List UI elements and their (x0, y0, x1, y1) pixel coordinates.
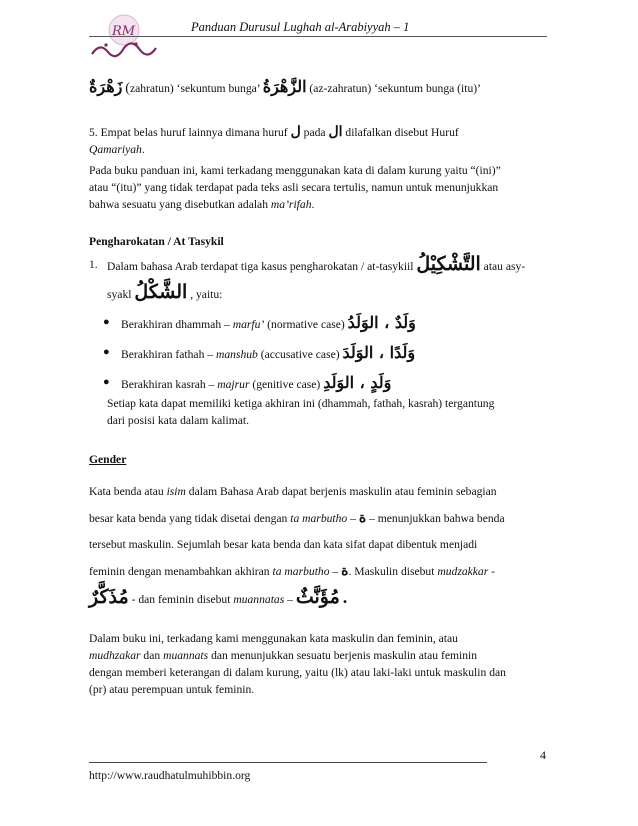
arabic-asy-syakl: الشَّكْلُ (134, 281, 188, 303)
header-divider (89, 36, 547, 37)
zahratun-line: زَهْرَةٌ (zahratun) ‘sekuntum bunga’ الزَّهْرَةُ (az-zahratun) ‘sekuntum bunga (itu)’ (89, 77, 482, 96)
bullet-icon: ● (103, 346, 110, 358)
arabic-az-zahratu: الزَّهْرَةُ (262, 77, 307, 96)
arabic-at-tasykiil: التَّشْكِيْلُ (416, 253, 481, 275)
arabic-mudzakkar: مُذَكَّرٌ (89, 586, 129, 608)
bullet-fathah: Berakhiran fathah – manshub (accusative case) وَلَدًا ، الوَلَدَ (121, 343, 416, 362)
bullet-dhammah: Berakhiran dhammah – marfu’ (normative case) وَلَدٌ ، الوَلَدُ (121, 313, 416, 332)
list-number-1: 1. (89, 258, 98, 271)
bullet-icon: ● (103, 376, 110, 388)
svg-text:RM: RM (112, 24, 136, 39)
arabic-muannats: مُؤَنَّثٌ (295, 586, 340, 608)
item-1-line-2: syakl الشَّكْلُ , yaitu: (107, 281, 223, 303)
arabic-zahratun: زَهْرَةٌ (89, 77, 123, 96)
gender-paragraph: Kata benda atau isim dalam Bahasa Arab dapat berjenis maskulin atau feminin sebagian besar kata benda yang tidak disetai dengan ta marbutho – ة – menunjukkan bahwa benda tersebut maskulin. Sejumlah besar kata benda dan kata sifat dapat dibentuk menjadi feminin dengan menambahkan akhiran ta marbutho – ة. Maskulin disebut mudzakkar - (89, 485, 505, 579)
bullet-icon: ● (103, 316, 110, 328)
bullet-kasrah: Berakhiran kasrah – majrur (genitive case) وَلَدٍ ، الوَلَدِ (121, 373, 392, 392)
mudzakkar-line: مُذَكَّرٌ - dan feminin disebut muannatas – مُؤَنَّثٌ . (89, 586, 348, 608)
page-number: 4 (540, 748, 546, 762)
header-title: Panduan Durusul Lughah al-Arabiyyah – 1 (191, 20, 410, 34)
closing-paragraph: Dalam buku ini, terkadang kami menggunakan kata maskulin dan feminin, atau mudhzakar dan muannats dan menunjukkan sesuatu berjenis maskulin atau feminin dengan memberi keterangan di dalam kurung, yaitu (lk) atau laki-laki untuk maskulin dan (pr) atau perempuan untuk feminin. (89, 632, 506, 696)
endings-note: Setiap kata dapat memiliki ketiga akhiran ini (dhammah, fathah, kasrah) tergantung dari posisi kata dalam kalimat. (107, 397, 495, 427)
section-heading-gender: Gender (89, 453, 127, 466)
item-1-line-1: Dalam bahasa Arab terdapat tiga kasus pengharokatan / at-tasykiil التَّشْكِيْلُ atau asy- (107, 253, 526, 275)
site-logo (88, 14, 160, 62)
section-heading-pengharokatan: Pengharokatan / At Tasykil (89, 235, 224, 248)
point-5-paragraph: 5. Empat belas huruf lainnya dimana huruf ل pada ال dilafalkan disebut Huruf Qamariyah. (89, 124, 459, 156)
footer-divider (89, 762, 487, 763)
brackets-paragraph: Pada buku panduan ini, kami terkadang menggunakan kata di dalam kurung yaitu “(ini)” atau “(itu)” yang tidak terdapat pada teks asli secara tertulis, namun untuk menunjukkan bahwa sesuatu yang disebutkan adalah ma’rifah. (89, 164, 501, 211)
footer-url: http://www.raudhatulmuhibbin.org (89, 769, 251, 782)
